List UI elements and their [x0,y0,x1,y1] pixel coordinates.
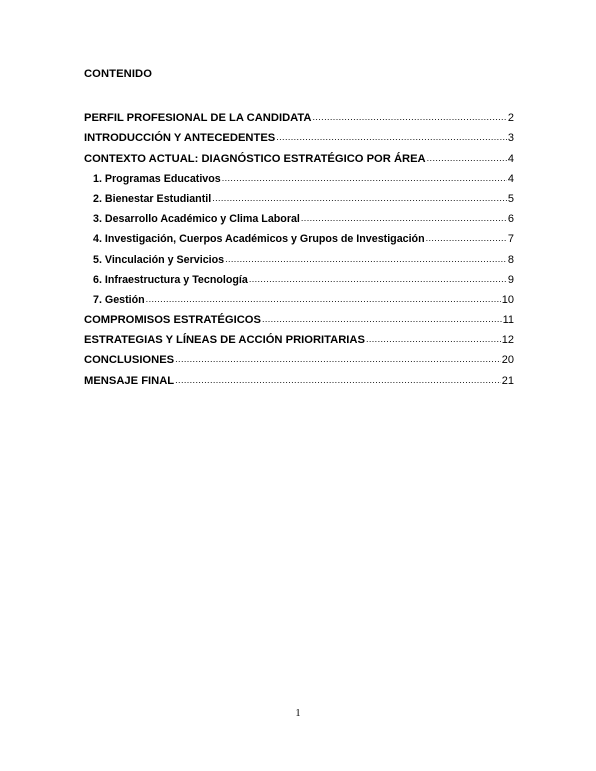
dot-leader [366,334,501,344]
dot-leader [427,153,507,163]
table-of-contents [84,104,514,387]
toc-entry-title: COMPROMISOS ESTRATÉGICOS [84,314,261,327]
toc-entry-page: 11 [502,314,514,327]
toc-entry-title: 7. Gestión [93,293,145,306]
toc-entry-conclusiones[interactable] [84,346,514,366]
toc-entry-desarrollo-academico[interactable] [84,205,514,225]
dot-leader [175,354,501,364]
toc-entry-estrategias[interactable] [84,326,514,346]
dot-leader [262,314,502,324]
toc-entry-page: 21 [501,374,514,387]
toc-entry-contexto-actual[interactable] [84,144,514,164]
dot-leader [426,233,507,243]
toc-entry-mensaje-final[interactable] [84,366,514,386]
toc-entry-page: 9 [507,273,514,286]
toc-entry-bienestar-estudiantil[interactable] [84,185,514,205]
toc-entry-compromisos[interactable] [84,306,514,326]
toc-entry-title: 4. Investigación, Cuerpos Académicos y Grupos de Investigación [93,233,425,246]
toc-entry-infraestructura[interactable] [84,266,514,286]
toc-entry-page: 5 [507,192,514,205]
toc-entry-gestion[interactable] [84,286,514,306]
toc-entry-vinculacion[interactable] [84,245,514,265]
toc-entry-perfil-profesional[interactable] [84,104,514,124]
toc-entry-introduccion[interactable] [84,124,514,144]
toc-entry-title: 5. Vinculación y Servicios [93,253,225,266]
dot-leader [225,254,507,264]
dot-leader [212,193,507,203]
toc-entry-title: PERFIL PROFESIONAL DE LA CANDIDATA [84,112,312,125]
toc-entry-page: 8 [507,253,514,266]
dot-leader [312,112,506,122]
toc-entry-page: 20 [501,354,514,367]
toc-entry-title: CONTEXTO ACTUAL: DIAGNÓSTICO ESTRATÉGICO POR ÁREA [84,152,426,165]
toc-entry-page: 6 [507,213,514,226]
toc-entry-page: 3 [507,132,514,145]
page-number: 1 [295,708,301,719]
toc-entry-title: CONCLUSIONES [84,354,175,367]
toc-entry-page: 7 [507,233,514,246]
toc-entry-page: 12 [501,334,514,347]
dot-leader [249,274,507,284]
dot-leader [276,132,507,142]
toc-entry-page: 2 [507,112,514,125]
toc-entry-title: 6. Infraestructura y Tecnología [93,273,248,286]
toc-entry-investigacion[interactable] [84,225,514,245]
toc-entry-title: 3. Desarrollo Académico y Clima Laboral [93,213,300,226]
toc-entry-title: INTRODUCCIÓN Y ANTECEDENTES [84,132,276,145]
toc-entry-title: MENSAJE FINAL [84,374,175,387]
toc-entry-programas-educativos[interactable] [84,165,514,185]
dot-leader [175,375,501,385]
toc-entry-title: 1. Programas Educativos [93,172,221,185]
toc-entry-page: 4 [507,152,514,165]
toc-entry-page: 10 [501,293,514,306]
toc-entry-page: 4 [507,172,514,185]
toc-entry-title: ESTRATEGIAS Y LÍNEAS DE ACCIÓN PRIORITARIAS [84,334,365,347]
dot-leader [222,173,507,183]
toc-heading: CONTENIDO [84,68,153,80]
toc-entry-title: 2. Bienestar Estudiantil [93,192,212,205]
dot-leader [301,213,507,223]
dot-leader [146,294,501,304]
